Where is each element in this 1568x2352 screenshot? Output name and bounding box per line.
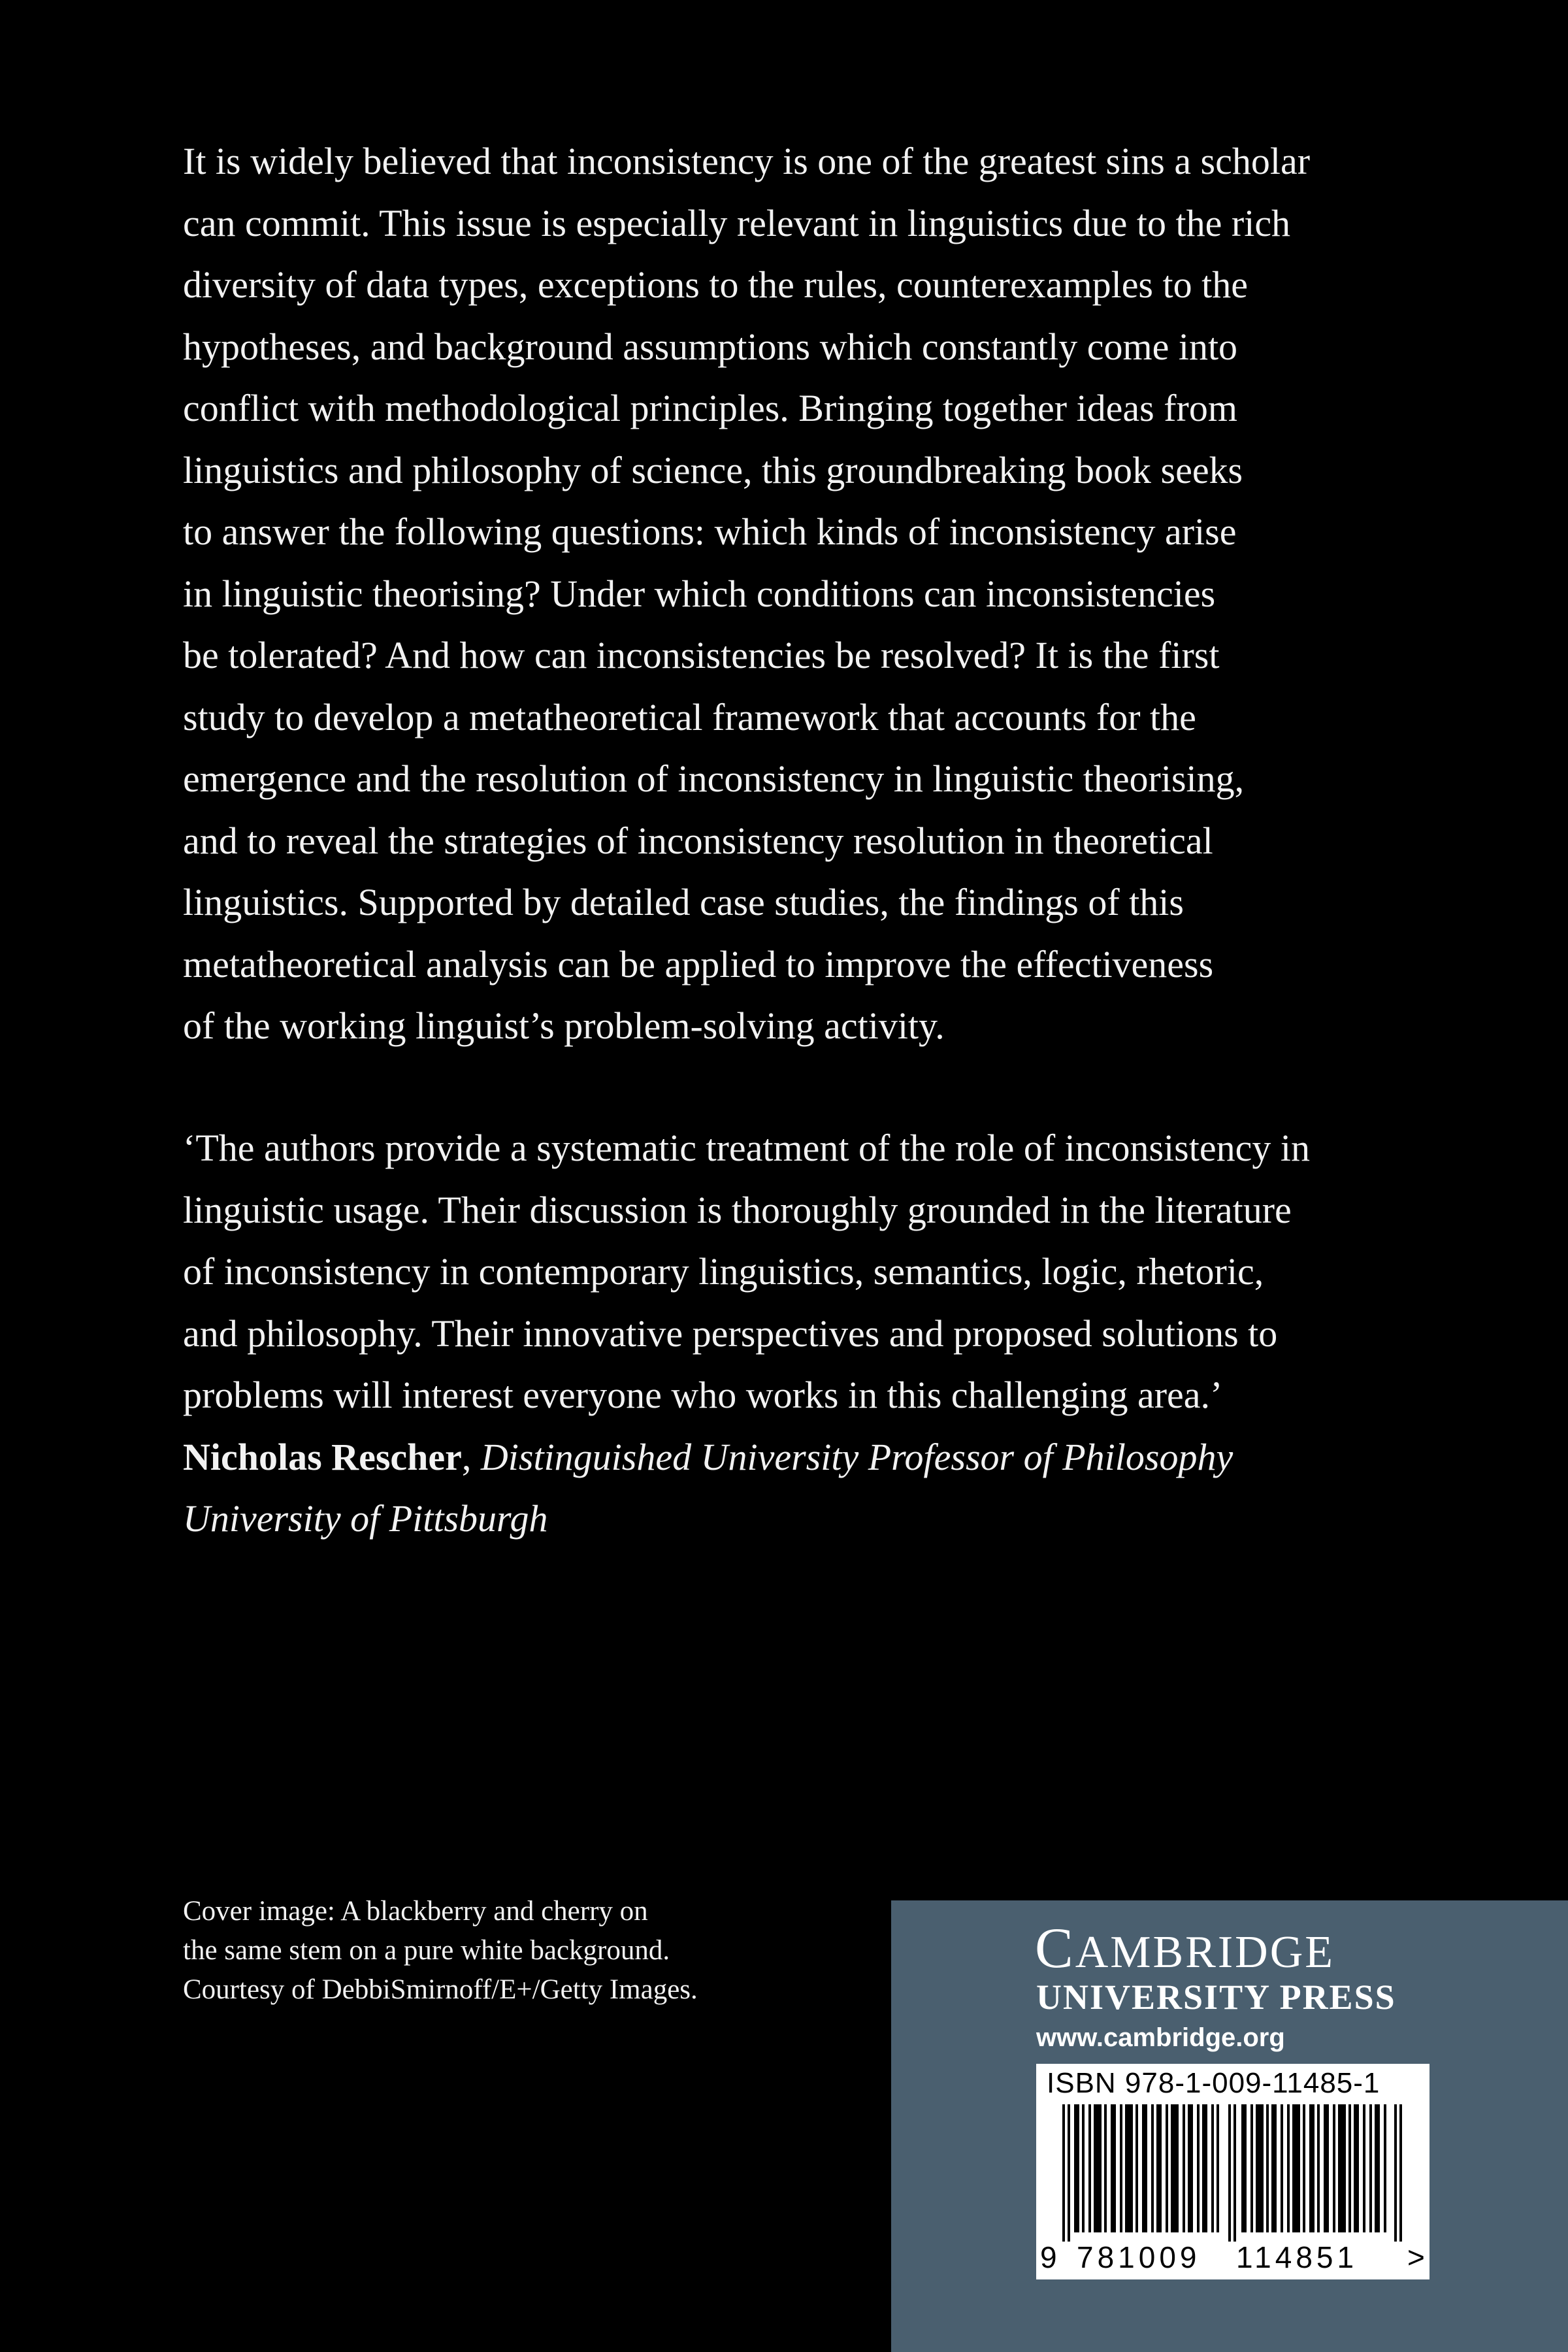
barcode-digit-group: 781009 [1077,2240,1201,2274]
barcode-lead-digit: 9 [1040,2240,1057,2274]
description-line: can commit. This issue is especially relevant in linguistics due to the rich [183,201,1291,244]
description-line: metatheoretical analysis can be applied to improve the effectiveness [183,942,1214,986]
quote-attribution [183,1427,1398,1489]
description-line: hypotheses, and background assumptions which constantly come into [183,325,1238,368]
description-line: in linguistic theorising? Under which conditions can inconsistencies [183,572,1216,615]
attribution-separator: , [461,1435,481,1478]
description-line: of the working linguist’s problem-solving activity. [183,1004,945,1047]
description-line: diversity of data types, exceptions to the rules, counterexamples to the [183,263,1248,306]
description-line: linguistics and philosophy of science, this groundbreaking book seeks [183,448,1243,491]
description-line: to answer the following questions: which kinds of inconsistency arise [183,510,1237,553]
book-description [183,131,1398,1057]
quote-line: of inconsistency in contemporary linguistics, semantics, logic, rhetoric, [183,1250,1264,1293]
description-line: be tolerated? And how can inconsistencies be resolved? It is the first [183,634,1220,676]
publisher-subtitle: UNIVERSITY PRESS [1036,1978,1396,2017]
credit-line: Cover image: A blackberry and cherry on [183,1896,648,1927]
endorsement-quote [183,1118,1398,1550]
barcode-number [1036,2239,1429,2276]
isbn-barcode [1036,2064,1429,2279]
endorser-affiliation: University of Pittsburgh [183,1497,548,1540]
description-line: emergence and the resolution of inconsistency in linguistic theorising, [183,757,1245,800]
publisher-name-rest: AMBRIDGE [1075,1927,1335,1978]
quote-line: problems will interest everyone who works in this challenging area.’ [183,1374,1223,1416]
isbn-label: ISBN 978-1-009-11485-1 [1047,2067,1380,2099]
description-line: conflict with methodological principles. Bringing together ideas from [183,387,1237,429]
endorser-title: Distinguished University Professor of Philosophy [480,1435,1233,1478]
barcode-end-marker: > [1407,2240,1425,2274]
description-line: and to reveal the strategies of inconsistency resolution in theoretical [183,819,1213,862]
barcode-digit-group: 114851 [1236,2240,1358,2274]
publisher-url: www.cambridge.org [1036,2023,1285,2052]
cover-image-credit [183,1892,836,2010]
credit-line: the same stem on a pure white background. [183,1935,670,1966]
credit-line: Courtesy of DebbiSmirnoff/E+/Getty Images. [183,1974,698,2005]
description-line: study to develop a metatheoretical framework that accounts for the [183,695,1196,738]
publisher-logo-name [1035,1916,1335,1985]
barcode-bars [1062,2104,1409,2242]
endorser-name: Nicholas Rescher [183,1435,462,1478]
quote-line: and philosophy. Their innovative perspectives and proposed solutions to [183,1312,1278,1355]
quote-line: ‘The authors provide a systematic treatment of the role of inconsistency in [183,1127,1310,1169]
quote-line: linguistic usage. Their discussion is thoroughly grounded in the literature [183,1188,1292,1231]
description-line: It is widely believed that inconsistency is one of the greatest sins a scholar [183,140,1311,182]
publisher-panel [891,1900,1568,2352]
description-line: linguistics. Supported by detailed case studies, the findings of this [183,881,1184,923]
publisher-name-initial: C [1035,1917,1075,1980]
